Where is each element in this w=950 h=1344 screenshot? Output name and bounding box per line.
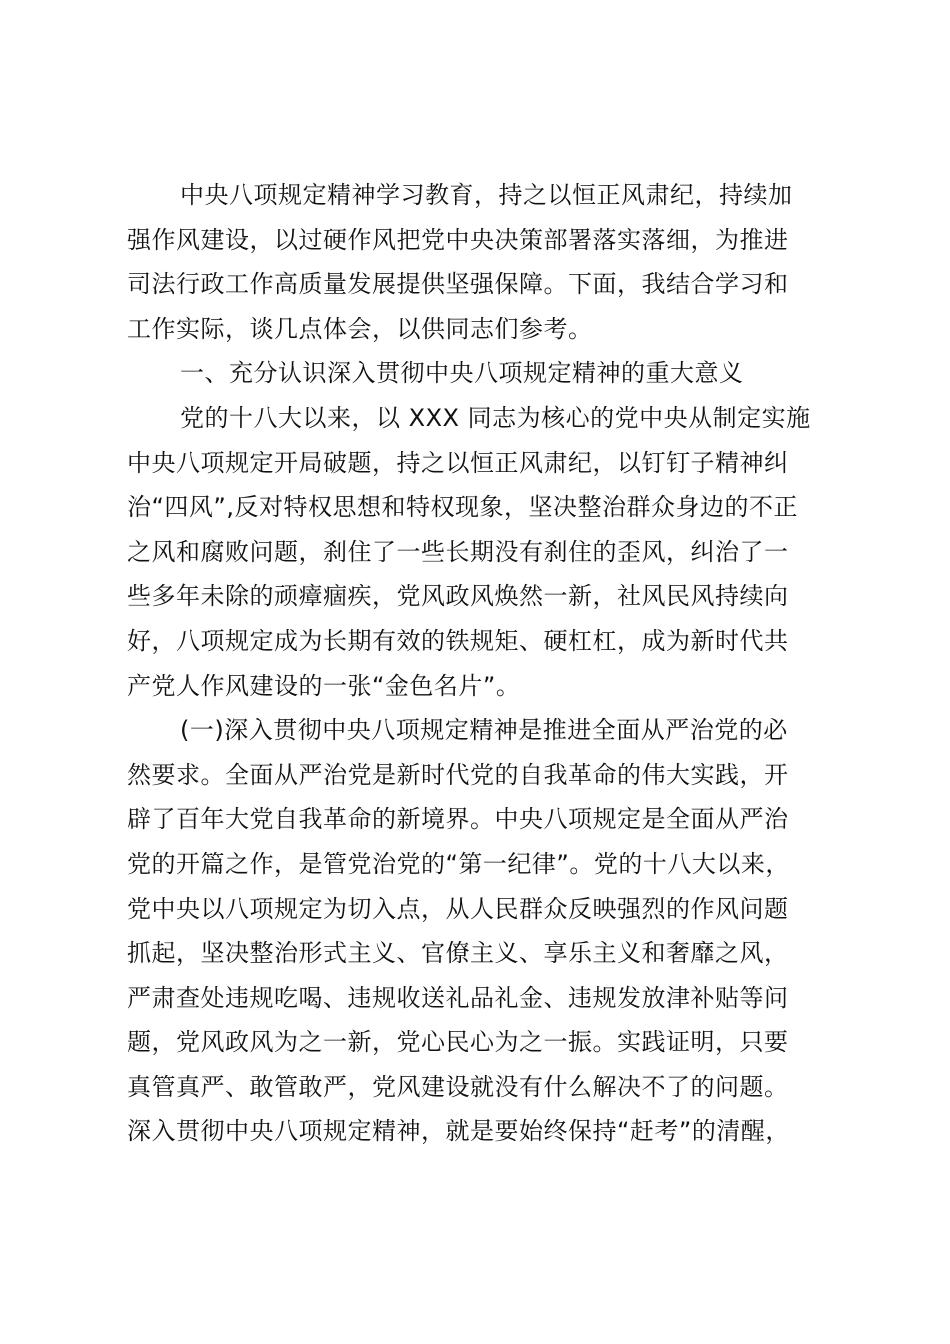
paragraph-2-line-2: 中央八项规定开局破题，持之以恒正风肃纪，以钉钉子精神纠 (127, 448, 789, 477)
paragraph-3-line-10: 深入贯彻中央八项规定精神，就是要始终保持“赶考”的清醒， (127, 1117, 790, 1146)
paragraph-2-line-7: 产党人作风建设的一张“金色名片”。 (127, 671, 521, 700)
paragraph-intro-line-3: 司法行政工作高质量发展提供坚强保障。下面，我结合学习和 (127, 270, 789, 299)
paragraph-intro-line-2: 强作风建设，以过硬作风把党中央决策部署落实落细，为推进 (127, 225, 789, 254)
paragraph-2-line-4: 之风和腐败问题，刹住了一些长期没有刹住的歪风，纠治了一 (127, 537, 789, 566)
paragraph-3-line-8: 题，党风政风为之一新，党心民心为之一振。实践证明，只要 (127, 1028, 789, 1057)
paragraph-2-line-6: 好，八项规定成为长期有效的铁规矩、硬杠杠，成为新时代共 (127, 626, 789, 655)
paragraph-intro-line-4: 工作实际，谈几点体会，以供同志们参考。 (127, 314, 593, 343)
paragraph-3-line-6: 抓起，坚决整治形式主义、官僚主义、享乐主义和奢靡之风， (127, 939, 789, 968)
paragraph-intro-line-1: 中央八项规定精神学习教育，持之以恒正风肃纪，持续加 (180, 181, 793, 209)
paragraph-3-line-3: 辟了百年大党自我革命的新境界。中央八项规定是全面从严治 (127, 805, 789, 834)
paragraph-3-line-9: 真管真严、敢管敢严，党风建设就没有什么解决不了的问题。 (127, 1072, 789, 1101)
document-body (127, 173, 833, 1154)
paragraph-3-line-7: 严肃查处违规吃喝、违规收送礼品礼金、违规发放津补贴等问 (127, 983, 789, 1012)
paragraph-3-line-2: 然要求。全面从严治党是新时代党的自我革命的伟大实践，开 (127, 760, 789, 789)
paragraph-3-line-1: (一)深入贯彻中央八项规定精神是推进全面从严治党的必 (180, 716, 788, 745)
paragraph-3-line-5: 党中央以八项规定为切入点，从人民群众反映强烈的作风问题 (127, 894, 789, 923)
section-heading: 一、充分认识深入贯彻中央八项规定精神的重大意义 (180, 359, 744, 388)
paragraph-2-line-5: 些多年未除的顽瘴痼疾，党风政风焕然一新，社风民风持续向 (127, 582, 789, 611)
paragraph-2-line-3: 治“四风”,反对特权思想和特权现象，坚决整治群众身边的不正 (127, 493, 798, 522)
paragraph-2-line-1: 党的十八大以来，以 XXX 同志为核心的党中央从制定实施 (180, 403, 811, 432)
paragraph-3-line-4: 党的开篇之作，是管党治党的“第一纪律”。党的十八大以来， (127, 849, 790, 878)
